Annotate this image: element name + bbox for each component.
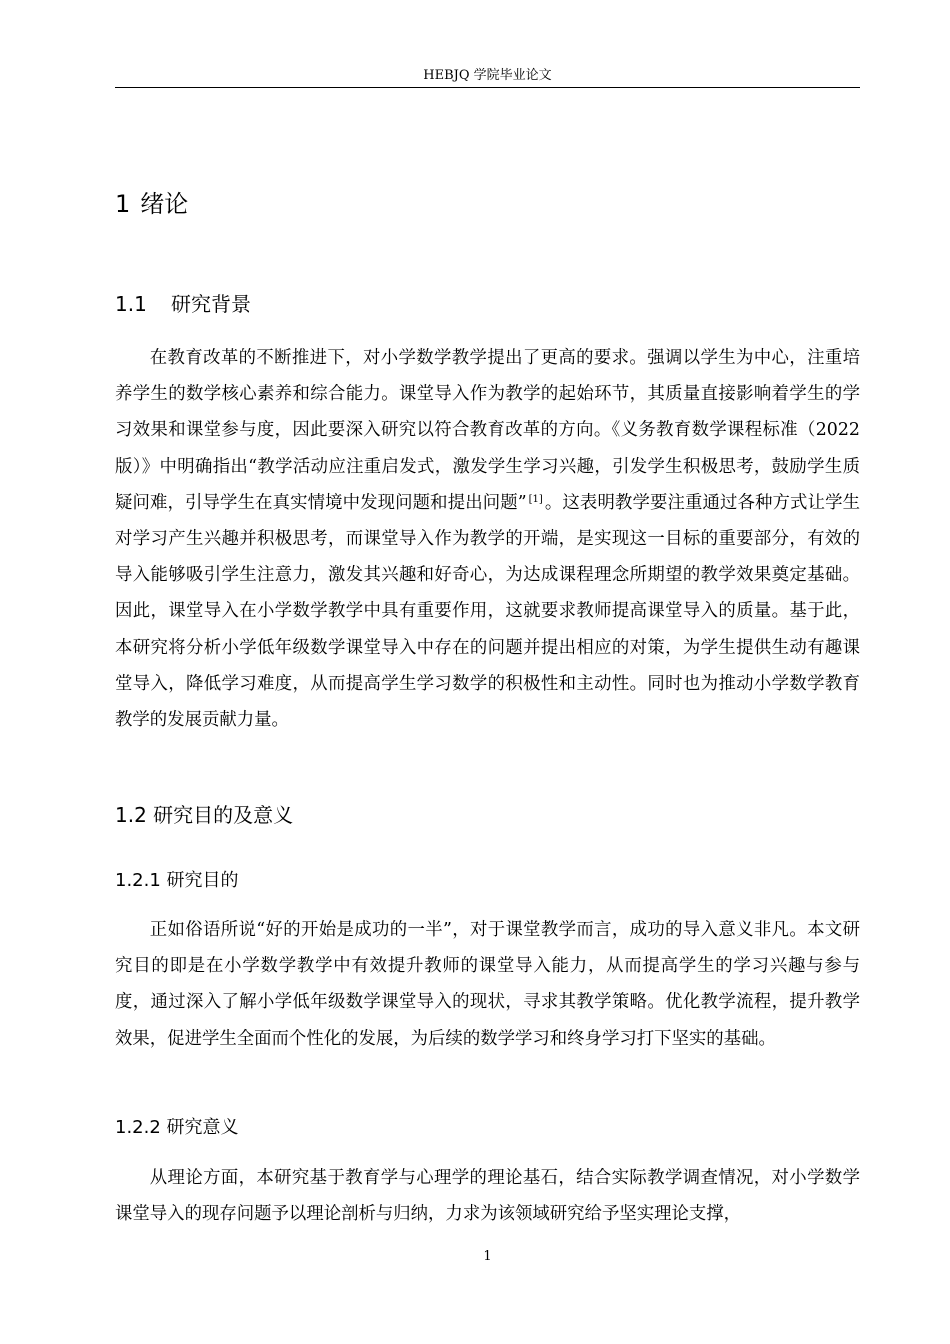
subsection-heading-1-2-2: 1.2.2 研究意义: [115, 1117, 239, 1138]
paragraph-research-background: [115, 340, 860, 738]
section-title: 研究背景: [171, 292, 251, 316]
page-number: 1: [483, 1249, 492, 1264]
subsection-heading-1-2-1: 1.2.1 研究目的: [115, 870, 239, 891]
citation-reference[interactable]: [1]: [528, 493, 543, 505]
paragraph-research-purpose: 正如俗语所说“好的开始是成功的一半”，对于课堂教学而言，成功的导入意义非凡。本文研究目的即是在小学数学教学中有效提升教师的课堂导入能力，从而提高学生的学习兴趣与参与度，通过深入了解小学低年级数学课堂导入的现状，寻求其教学策略。优化教学流程，提升教学效果，促进学生全面而个性化的发展，为后续的数学学习和终身学习打下坚实的基础。: [115, 920, 860, 1049]
chapter-heading: [115, 188, 188, 220]
header-rule: [115, 87, 860, 88]
paragraph-research-significance: 从理论方面，本研究基于教育学与心理学的理论基石，结合实际教学调查情况，对小学数学课堂导入的现存问题予以理论剖析与归纳，力求为该领域研究给予坚实理论支撑，: [115, 1168, 860, 1225]
section-number: 1.1: [115, 292, 147, 316]
paragraph-text: 。这表明教学要注重通过各种方式让学生对学习产生兴趣并积极思考，而课堂导入作为教学的开端，是实现这一目标的重要部分，有效的导入能够吸引学生注意力，激发其兴趣和好奇心，为达成课程理念所期望的教学效果奠定基础。因此，课堂导入在小学数学教学中具有重要作用，这就要求教师提高课堂导入的质量。基于此，本研究将分析小学低年级数学课堂导入中存在的问题并提出相应的对策，为学生提供生动有趣课堂导入，降低学习难度，从而提高学生学习数学的积极性和主动性。同时也为推动小学数学教育教学的发展贡献力量。: [115, 492, 860, 731]
section-heading-1-1: [115, 290, 251, 318]
running-header: HEBJQ 学院毕业论文: [423, 68, 552, 83]
section-heading-1-2: 1.2 研究目的及意义: [115, 803, 294, 827]
paragraph-text: 在教育改革的不断推进下，对小学数学教学提出了更高的要求。强调以学生为中心，注重培养学生的数学核心素养和综合能力。课堂导入作为教学的起始环节，其质量直接影响着学生的学习效果和课堂参与度，因此要深入研究以符合教育改革的方向。《义务教育数学课程标准（2022 版）》中明确指出“教学活动应注重启发式，激发学生学习兴趣，引发学生积极思考，鼓励学生质疑问难，引导学生在真实情境中发现问题和提出问题”: [115, 348, 860, 513]
chapter-number: 1: [115, 190, 131, 218]
chapter-title: 绪论: [140, 190, 189, 218]
